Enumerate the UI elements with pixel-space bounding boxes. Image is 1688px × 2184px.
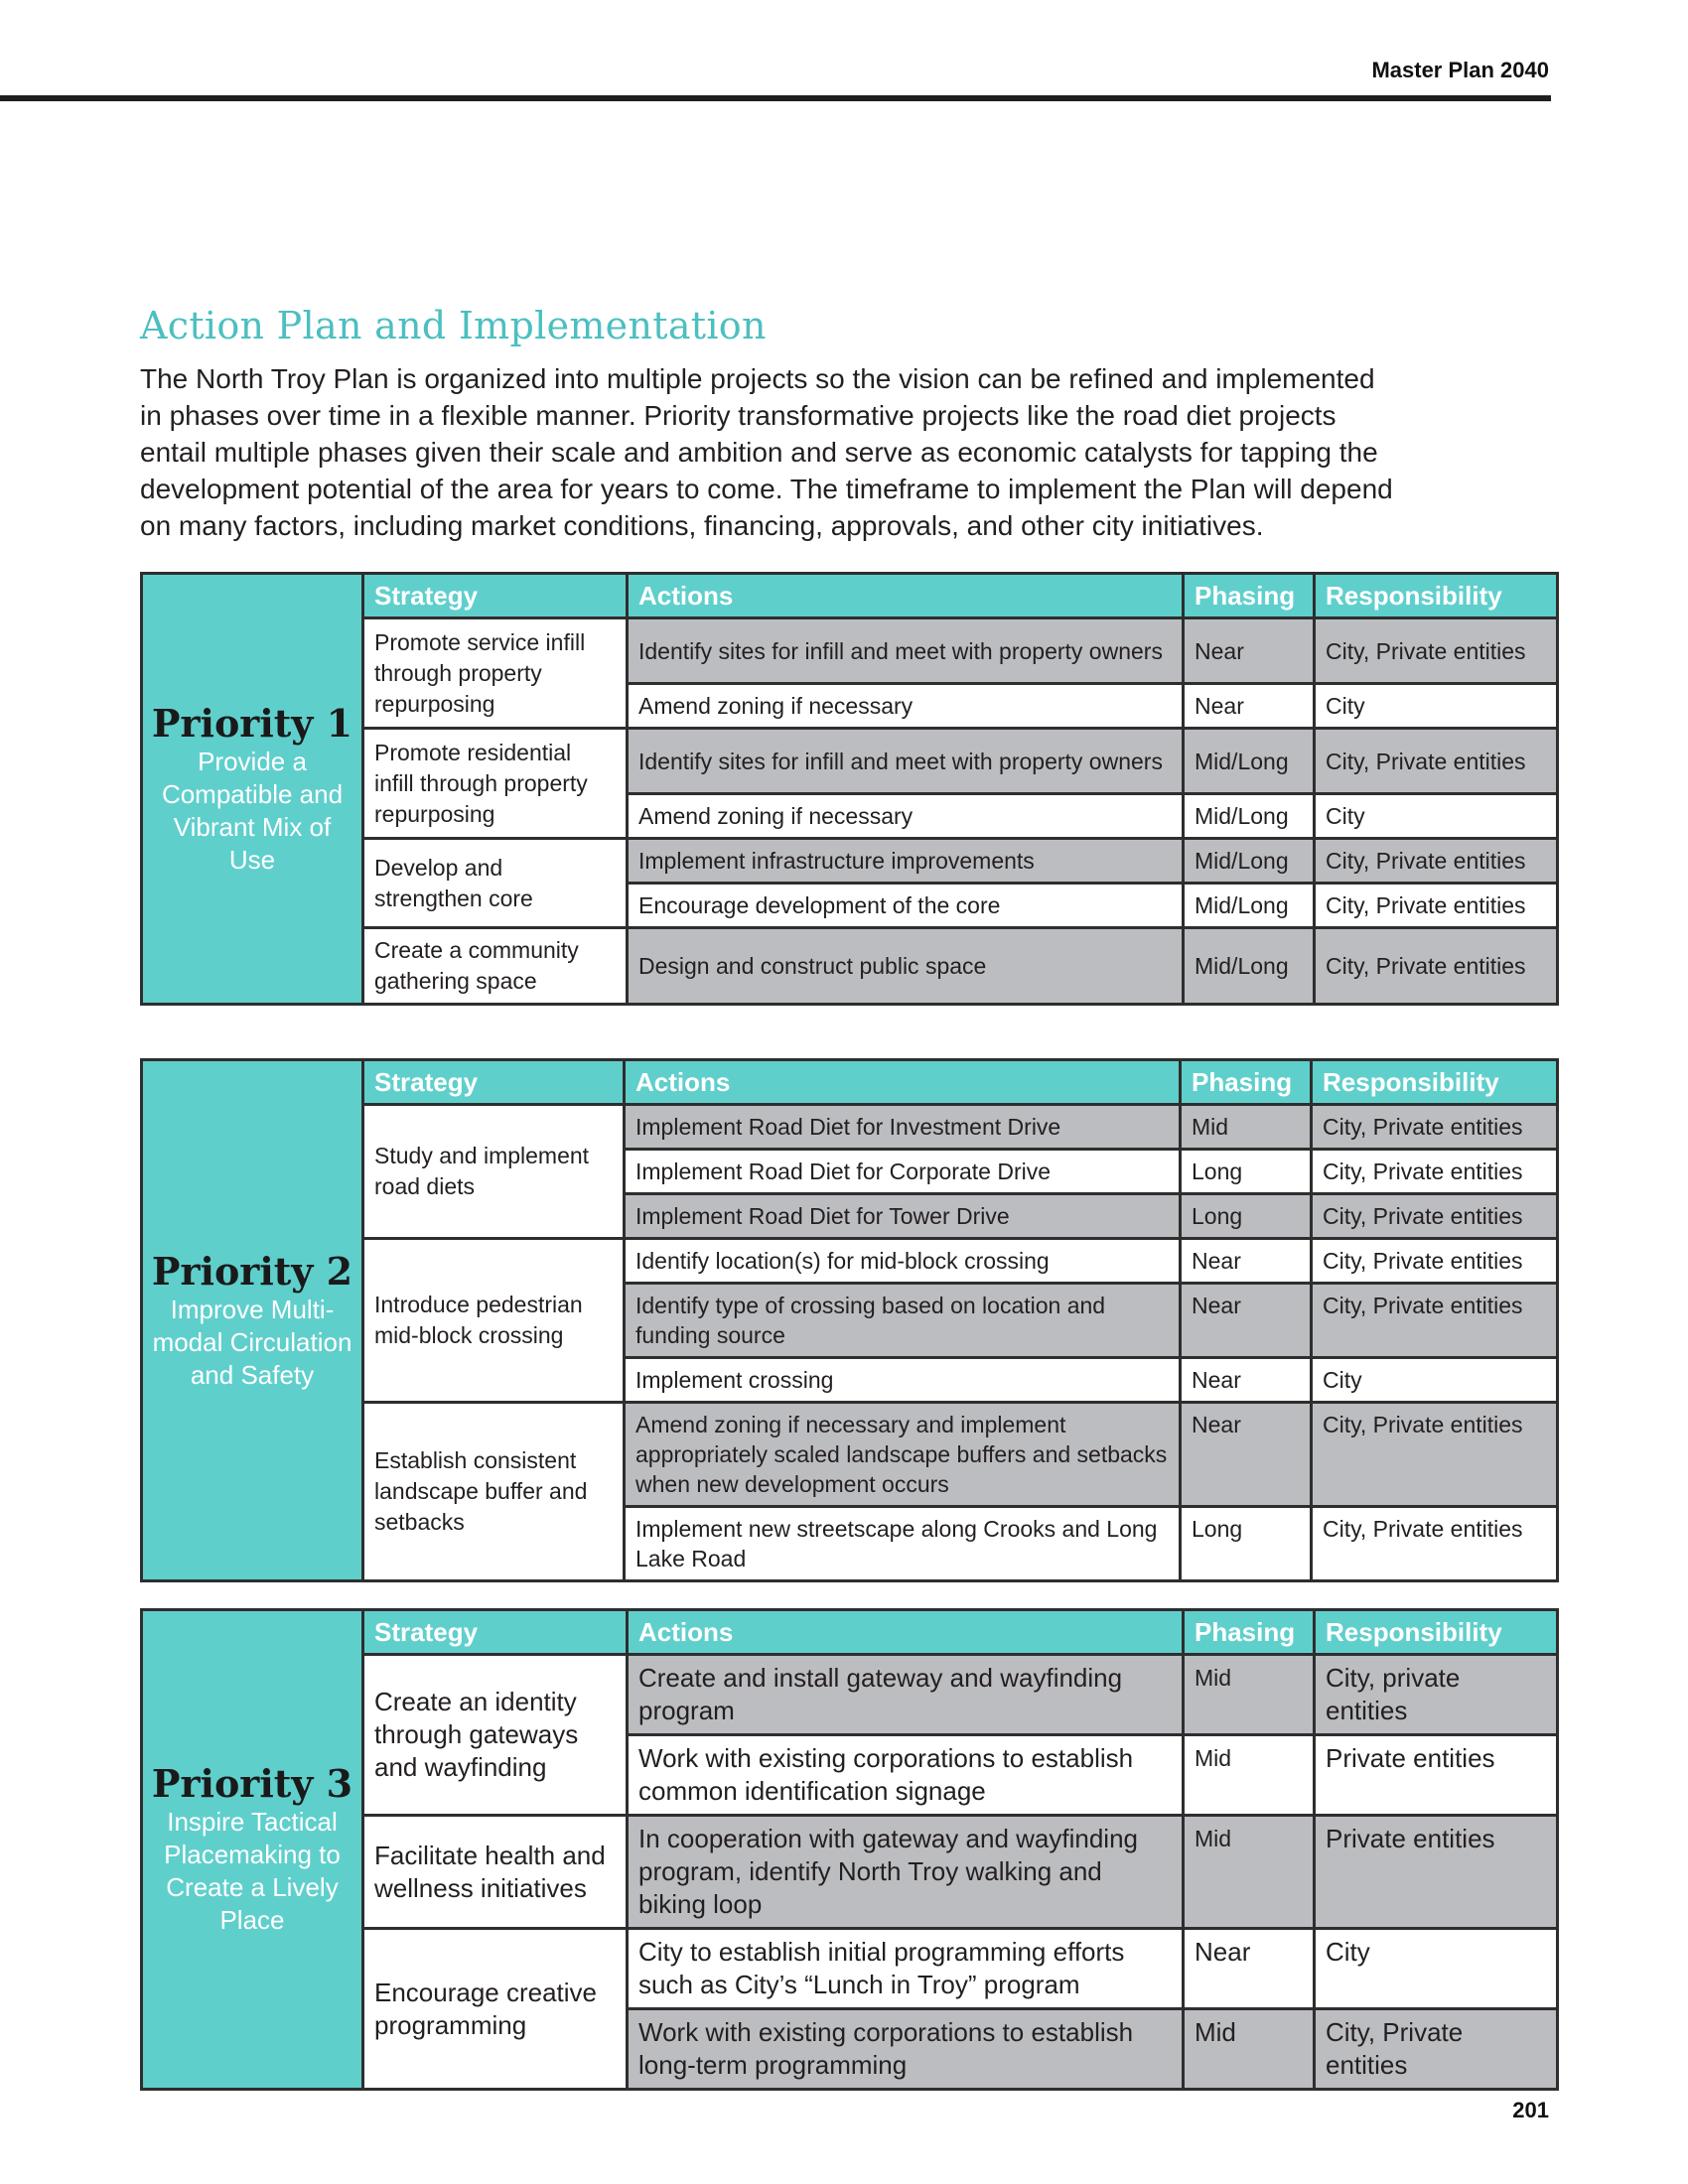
- intro-line: in phases over time in a flexible manner. Priority transformative projects like the road diet projects: [140, 400, 1336, 431]
- table-header-row: [142, 574, 1558, 618]
- phasing-cell: Mid/Long: [1184, 884, 1315, 928]
- phasing-cell: Near: [1184, 618, 1315, 684]
- priority-1-table: [140, 572, 1559, 1006]
- action-cell: Amend zoning if necessary: [628, 794, 1184, 839]
- column-header-strategy: Strategy: [363, 574, 628, 618]
- strategy-cell: Create a community gathering space: [363, 928, 628, 1005]
- action-cell: Create and install gateway and wayfinding program: [628, 1655, 1184, 1735]
- table-header-row: [142, 1610, 1558, 1655]
- strategy-cell: Establish consistent landscape buffer and setbacks: [363, 1403, 625, 1581]
- action-cell: Identify type of crossing based on location and funding source: [625, 1284, 1181, 1358]
- action-cell: Identify sites for infill and meet with property owners: [628, 729, 1184, 794]
- strategy-cell: Facilitate health and wellness initiatives: [363, 1816, 628, 1929]
- responsibility-cell: City, Private entities: [1315, 729, 1558, 794]
- phasing-cell: Near: [1181, 1403, 1312, 1507]
- responsibility-cell: City, Private entities: [1312, 1507, 1558, 1581]
- phasing-cell: Mid/Long: [1184, 928, 1315, 1005]
- priority-title: Priority 3: [151, 1761, 353, 1806]
- column-header-strategy: Strategy: [363, 1610, 628, 1655]
- phasing-cell: Mid/Long: [1184, 794, 1315, 839]
- action-cell: Implement infrastructure improvements: [628, 839, 1184, 884]
- responsibility-cell: City, Private entities: [1315, 2009, 1558, 2090]
- strategy-cell: Develop and strengthen core: [363, 839, 628, 928]
- responsibility-cell: Private entities: [1315, 1816, 1558, 1929]
- phasing-cell: Near: [1184, 1929, 1315, 2009]
- priority-subtitle: Inspire Tactical Placemaking to Create a Lively Place: [164, 1807, 341, 1935]
- phasing-cell: Mid/Long: [1184, 729, 1315, 794]
- phasing-cell: Mid: [1181, 1105, 1312, 1150]
- responsibility-cell: City, Private entities: [1312, 1150, 1558, 1194]
- action-cell: Work with existing corporations to establish common identification signage: [628, 1735, 1184, 1816]
- column-header-responsibility: Responsibility: [1315, 574, 1558, 618]
- action-cell: Identify sites for infill and meet with property owners: [628, 618, 1184, 684]
- column-header-strategy: Strategy: [363, 1060, 625, 1105]
- header-rule: [0, 95, 1551, 101]
- phasing-cell: Long: [1181, 1507, 1312, 1581]
- responsibility-cell: Private entities: [1315, 1735, 1558, 1816]
- responsibility-cell: City, Private entities: [1312, 1239, 1558, 1284]
- action-cell: Implement Road Diet for Corporate Drive: [625, 1150, 1181, 1194]
- phasing-cell: Near: [1184, 684, 1315, 729]
- intro-line: on many factors, including market conditions, financing, approvals, and other city initiatives.: [140, 510, 1264, 541]
- column-header-phasing: Phasing: [1184, 1610, 1315, 1655]
- phasing-cell: Mid: [1184, 1816, 1315, 1929]
- phasing-cell: Mid: [1184, 2009, 1315, 2090]
- strategy-cell: Create an identity through gateways and wayfinding: [363, 1655, 628, 1816]
- column-header-actions: Actions: [628, 574, 1184, 618]
- priority-2-label-cell: [142, 1060, 363, 1581]
- column-header-responsibility: Responsibility: [1312, 1060, 1558, 1105]
- action-cell: In cooperation with gateway and wayfinding program, identify North Troy walking and biking loop: [628, 1816, 1184, 1929]
- responsibility-cell: City, Private entities: [1315, 618, 1558, 684]
- intro-line: The North Troy Plan is organized into multiple projects so the vision can be refined and implemented: [140, 363, 1375, 394]
- responsibility-cell: City, Private entities: [1315, 839, 1558, 884]
- action-cell: Amend zoning if necessary and implement appropriately scaled landscape buffers and setbacks when new development occurs: [625, 1403, 1181, 1507]
- action-cell: Implement crossing: [625, 1358, 1181, 1403]
- column-header-phasing: Phasing: [1181, 1060, 1312, 1105]
- responsibility-cell: City, Private entities: [1315, 928, 1558, 1005]
- phasing-cell: Near: [1181, 1239, 1312, 1284]
- action-cell: Implement Road Diet for Investment Drive: [625, 1105, 1181, 1150]
- priority-3-label-cell: [142, 1610, 363, 2090]
- responsibility-cell: City, Private entities: [1315, 884, 1558, 928]
- section-title: Action Plan and Implementation: [140, 304, 767, 347]
- responsibility-cell: City, private entities: [1315, 1655, 1558, 1735]
- table-header-row: [142, 1060, 1558, 1105]
- page-number: 201: [1512, 2098, 1549, 2122]
- column-header-actions: Actions: [628, 1610, 1184, 1655]
- phasing-cell: Mid/Long: [1184, 839, 1315, 884]
- phasing-cell: Near: [1181, 1284, 1312, 1358]
- phasing-cell: Mid: [1184, 1655, 1315, 1735]
- strategy-cell: Study and implement road diets: [363, 1105, 625, 1239]
- responsibility-cell: City, Private entities: [1312, 1284, 1558, 1358]
- intro-line: entail multiple phases given their scale and ambition and serve as economic catalysts for tapping the: [140, 437, 1378, 468]
- responsibility-cell: City, Private entities: [1312, 1105, 1558, 1150]
- action-cell: Encourage development of the core: [628, 884, 1184, 928]
- priority-1-label-cell: [142, 574, 363, 1005]
- priority-2-table: [140, 1058, 1559, 1582]
- responsibility-cell: City: [1315, 1929, 1558, 2009]
- column-header-responsibility: Responsibility: [1315, 1610, 1558, 1655]
- phasing-cell: Mid: [1184, 1735, 1315, 1816]
- responsibility-cell: City: [1315, 794, 1558, 839]
- priority-subtitle: Provide a Compatible and Vibrant Mix of Use: [161, 746, 344, 875]
- action-cell: Identify location(s) for mid-block crossing: [625, 1239, 1181, 1284]
- phasing-cell: Near: [1181, 1358, 1312, 1403]
- strategy-cell: Introduce pedestrian mid-block crossing: [363, 1239, 625, 1403]
- priority-subtitle: Improve Multi-modal Circulation and Safety: [152, 1294, 352, 1390]
- priority-title: Priority 1: [151, 700, 353, 746]
- strategy-cell: Encourage creative programming: [363, 1929, 628, 2090]
- column-header-phasing: Phasing: [1184, 574, 1315, 618]
- responsibility-cell: City: [1315, 684, 1558, 729]
- responsibility-cell: City: [1312, 1358, 1558, 1403]
- action-cell: Implement Road Diet for Tower Drive: [625, 1194, 1181, 1239]
- action-cell: City to establish initial programming efforts such as City’s “Lunch in Troy” program: [628, 1929, 1184, 2009]
- action-cell: Design and construct public space: [628, 928, 1184, 1005]
- action-cell: Work with existing corporations to establish long-term programming: [628, 2009, 1184, 2090]
- phasing-cell: Long: [1181, 1194, 1312, 1239]
- column-header-actions: Actions: [625, 1060, 1181, 1105]
- intro-paragraph: [140, 360, 1550, 544]
- running-header: Master Plan 2040: [1371, 58, 1549, 82]
- priority-3-table: [140, 1608, 1559, 2091]
- priority-title: Priority 2: [151, 1248, 353, 1294]
- strategy-cell: Promote service infill through property repurposing: [363, 618, 628, 729]
- strategy-cell: Promote residential infill through property repurposing: [363, 729, 628, 839]
- action-cell: Amend zoning if necessary: [628, 684, 1184, 729]
- responsibility-cell: City, Private entities: [1312, 1194, 1558, 1239]
- action-cell: Implement new streetscape along Crooks and Long Lake Road: [625, 1507, 1181, 1581]
- phasing-cell: Long: [1181, 1150, 1312, 1194]
- intro-line: development potential of the area for years to come. The timeframe to implement the Plan will depend: [140, 474, 1393, 504]
- responsibility-cell: City, Private entities: [1312, 1403, 1558, 1507]
